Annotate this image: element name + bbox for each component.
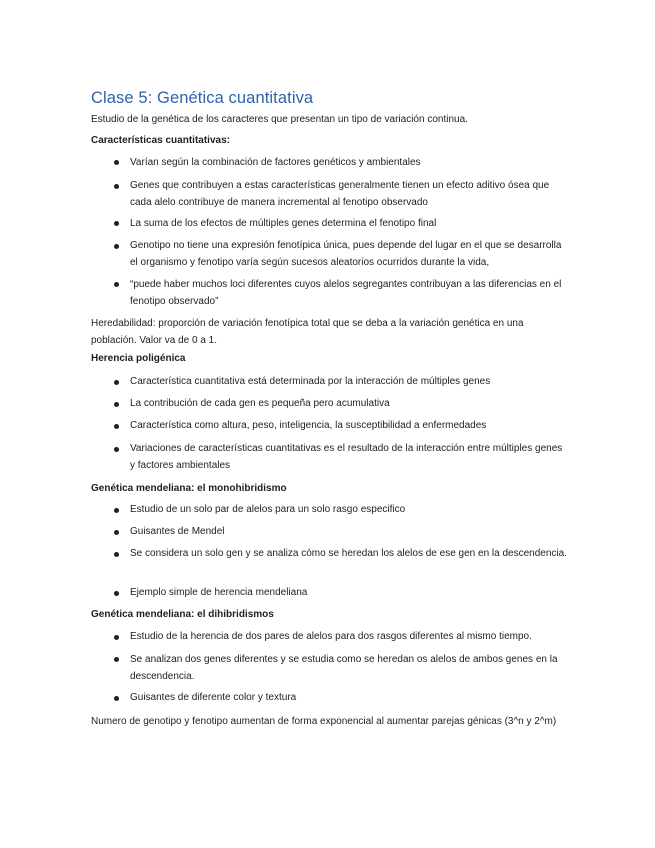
list-item: Estudio de un solo par de alelos para un solo rasgo especifico — [130, 504, 406, 515]
heredabilidad-paragraph: Heredabilidad: proporción de variación fenotípica total que se deba a la variación genética en una población. Valor va de 0 a 1. — [91, 318, 524, 346]
bullet-icon — [114, 657, 119, 662]
list-item: Ejemplo simple de herencia mendeliana — [130, 587, 308, 598]
bullet-icon — [114, 530, 119, 535]
list-item: “puede haber muchos loci diferentes cuyos alelos segregantes contribuyan a las diferencias en el fenotipo observado” — [130, 279, 562, 307]
section-heading-caracteristicas: Características cuantitativas: — [91, 135, 230, 146]
bullet-icon — [114, 244, 119, 249]
bullet-icon — [114, 380, 119, 385]
bullet-icon — [114, 635, 119, 640]
list-item: Guisantes de diferente color y textura — [130, 692, 297, 703]
bullet-icon — [114, 552, 119, 557]
bullet-icon — [114, 160, 119, 165]
list-item: Característica como altura, peso, inteligencia, la susceptibilidad a enfermedades — [130, 420, 487, 431]
bullet-icon — [114, 184, 119, 189]
bullet-icon — [114, 591, 119, 596]
list-item: La contribución de cada gen es pequeña pero acumulativa — [130, 398, 390, 409]
list-item: La suma de los efectos de múltiples genes determina el fenotipo final — [130, 218, 437, 229]
list-item: Genotipo no tiene una expresión fenotípica única, pues depende del lugar en el que se desarrolla el organismo y fenotipo varía según sucesos aleatorios ocurridos durante la vida, — [130, 240, 562, 268]
list-item: Se analizan dos genes diferentes y se estudia como se heredan os alelos de ambos genes en la descendencia. — [130, 654, 558, 682]
section-heading-herencia-poligenica: Herencia poligénica — [91, 353, 186, 364]
section-heading-dihibridismos: Genética mendeliana: el dihibridismos — [91, 609, 274, 620]
bullet-icon — [114, 508, 119, 513]
section-heading-monohibridismo: Genética mendeliana: el monohibridismo — [91, 483, 287, 494]
list-item: Estudio de la herencia de dos pares de alelos para dos rasgos diferentes al mismo tiempo. — [130, 631, 532, 642]
list-item: Variaciones de características cuantitativas es el resultado de la interacción entre múltiples genes y factores ambientales — [130, 443, 563, 471]
page-title: Clase 5: Genética cuantitativa — [91, 89, 314, 107]
list-item: Se considera un solo gen y se analiza cómo se heredan los alelos de ese gen en la descendencia. — [130, 548, 567, 559]
bullet-icon — [114, 696, 119, 701]
list-item: Genes que contribuyen a estas características generalmente tienen un efecto aditivo ósea que cada alelo contribuye de manera incremental al fenotipo observado — [130, 180, 550, 208]
bullet-icon — [114, 424, 119, 429]
bullet-icon — [114, 282, 119, 287]
bullet-icon — [114, 402, 119, 407]
intro-paragraph: Estudio de la genética de los caracteres que presentan un tipo de variación continua. — [91, 114, 468, 125]
list-item: Varían según la combinación de factores genéticos y ambientales — [130, 157, 421, 168]
bullet-icon — [114, 221, 119, 226]
list-item: Característica cuantitativa está determinada por la interacción de múltiples genes — [130, 376, 491, 387]
closing-paragraph: Numero de genotipo y fenotipo aumentan de forma exponencial al aumentar parejas génicas (3^n y 2^m) — [91, 716, 557, 727]
list-item: Guisantes de Mendel — [130, 526, 225, 537]
bullet-icon — [114, 447, 119, 452]
